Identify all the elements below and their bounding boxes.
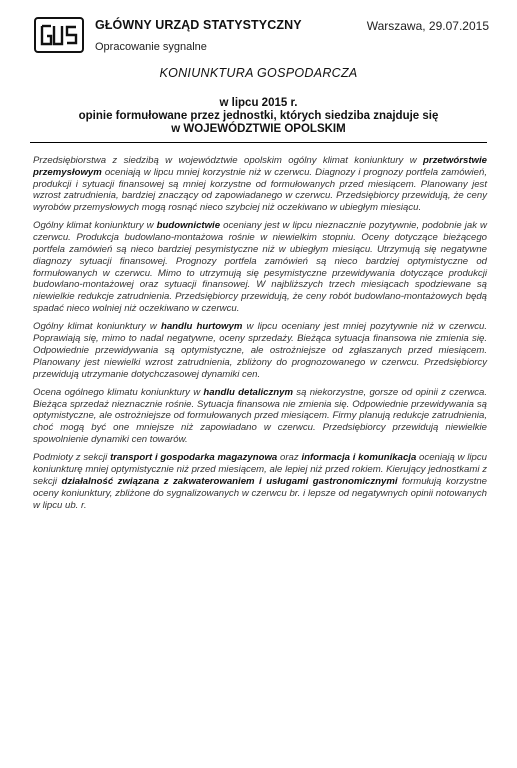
emphasis-term: przetwórstwie przemysłowym [33,155,487,178]
paragraph [33,452,487,511]
paragraph [33,321,487,380]
emphasis-term: budownictwie [156,220,221,232]
paragraph-text: są niekorzystne, gorsze od opinii z czerwca. Bieżąca sprzedaż nieznacznie rośnie. Sytuacja finansowa nie zmienia się. Odpowiednie przewidywania są optymistyczne, ale ostrożniejsze od formułowanych przed miesiącem. Firmy planują redukcje zatrudnienia, choć mogą być one mniejsze niż zapowiadano w czerwcu. Przedsiębiorcy przewidują niewielkie spowolnienie dynamiki cen towarów. [33,386,488,446]
emphasis-term: handlu detalicznym [203,386,294,398]
paragraph-text: oceniają w lipcu mniej korzystnie niż w czerwcu. Diagnozy i prognozy portfela zamówień, produkcji i sytuacji finansowej są mniej korzystne od formułowanych przed miesiącem. Planowany jest wzrost zatrudnienia, bardziej znaczący od zapowiadanego w czerwcu. Przedsiębiorcy przewidują, że ceny wyrobów przemysłowych mogą rosnąć nieco szybciej niż oczekiwano w ubiegłym miesiącu. [33,166,487,214]
emphasis-term: informacja i komunikacja [301,452,417,464]
paragraph-text: w lipcu oceniany jest mniej pozytywnie niż w czerwcu. Poprawiają się, mimo to nadal negatywne, oceny sprzedaży. Bieżąca sytuacja finansowa nie zmienia się. Odpowiednie przewidywania są optymistyczne, ale ostrożniejsze od zgłaszanych przed miesiącem. Planowany jest niewielki wzrost zatrudnienia, zbliżony do prognozowanego w czerwcu. Przedsiębiorcy przewidują utrzymanie dotychczasowej dynamiki cen. [33,321,487,380]
heading-block [0,97,517,136]
divider-line [30,142,487,143]
paragraph-text: Ogólny klimat koniunktury w [33,321,161,333]
body-text [33,155,487,518]
paragraph [33,387,487,446]
paragraph-text: oceniany jest w lipcu nieznacznie pozytywnie, podobnie jak w czerwcu. Produkcja budowlano-montażowa rośnie w niewielkim stopniu. Oceny dotyczące bieżącego portfela zamówień są nieco bardziej pesymistyczne niż w ubiegłym miesiącu. Utrzymują się negatywne diagnozy sytuacji finansowej. Prognozy portfela zamówień są nieco bardziej optymistyczne od formułowanych w czerwcu. Mimo to utrzymują się pesymistyczne przewidywania dotyczące produkcji budowlano-montażowej oraz sytuacji finansowej. W najbliższych trzech miesiącach spodziewane są niewielkie redukcje zatrudnienia. Przedsiębiorcy przewidują, że ceny robót budowlano-montażowych będą spadać nieco wolniej niż oczekiwano w czerwcu. [33,220,487,315]
emphasis-term: handlu hurtowym [160,321,243,333]
document-title: KONIUNKTURA GOSPODARCZA [159,66,358,80]
emphasis-term: transport i gospodarka magazynowa [110,452,278,464]
heading-line-2: opinie formułowane przez jednostki, których siedziba znajduje się [78,110,439,122]
paragraph [33,155,487,214]
paragraph-text: Ocena ogólnego klimatu koniunktury w [33,386,204,398]
document-subtitle: Opracowanie sygnalne [95,41,207,53]
paragraph-text: formułują korzystne oceny koniunktury, zbliżone do sygnalizowanych w czerwcu br. i lepsze od negatywnych opinii notowanych w lipcu ub. r. [33,475,488,511]
paragraph-text: oraz [277,452,302,464]
heading-line-3: w WOJEWÓDZTWIE OPOLSKIM [171,123,346,135]
paragraph [33,220,487,314]
gus-logo-icon [37,20,81,50]
emphasis-term: działalność związana z zakwaterowaniem i usługami gastronomicznymi [61,475,398,487]
place-date: Warszawa, 29.07.2015 [366,19,489,33]
paragraph-text: oceniają w lipcu koniunkturę mniej optymistycznie niż przed miesiącem, ale lepiej niż przed rokiem. Kierujący jednostkami z sekcji [33,452,487,487]
heading-line-1: w lipcu 2015 r. [219,97,298,109]
paragraph-text: Przedsiębiorstwa z siedzibą w województwie opolskim ogólny klimat koniunktury w [33,155,424,166]
gus-logo [34,17,84,53]
office-name: GŁÓWNY URZĄD STATYSTYCZNY [95,18,302,32]
paragraph-text: Podmioty z sekcji [33,452,111,464]
paragraph-text: Ogólny klimat koniunktury w [33,220,157,232]
